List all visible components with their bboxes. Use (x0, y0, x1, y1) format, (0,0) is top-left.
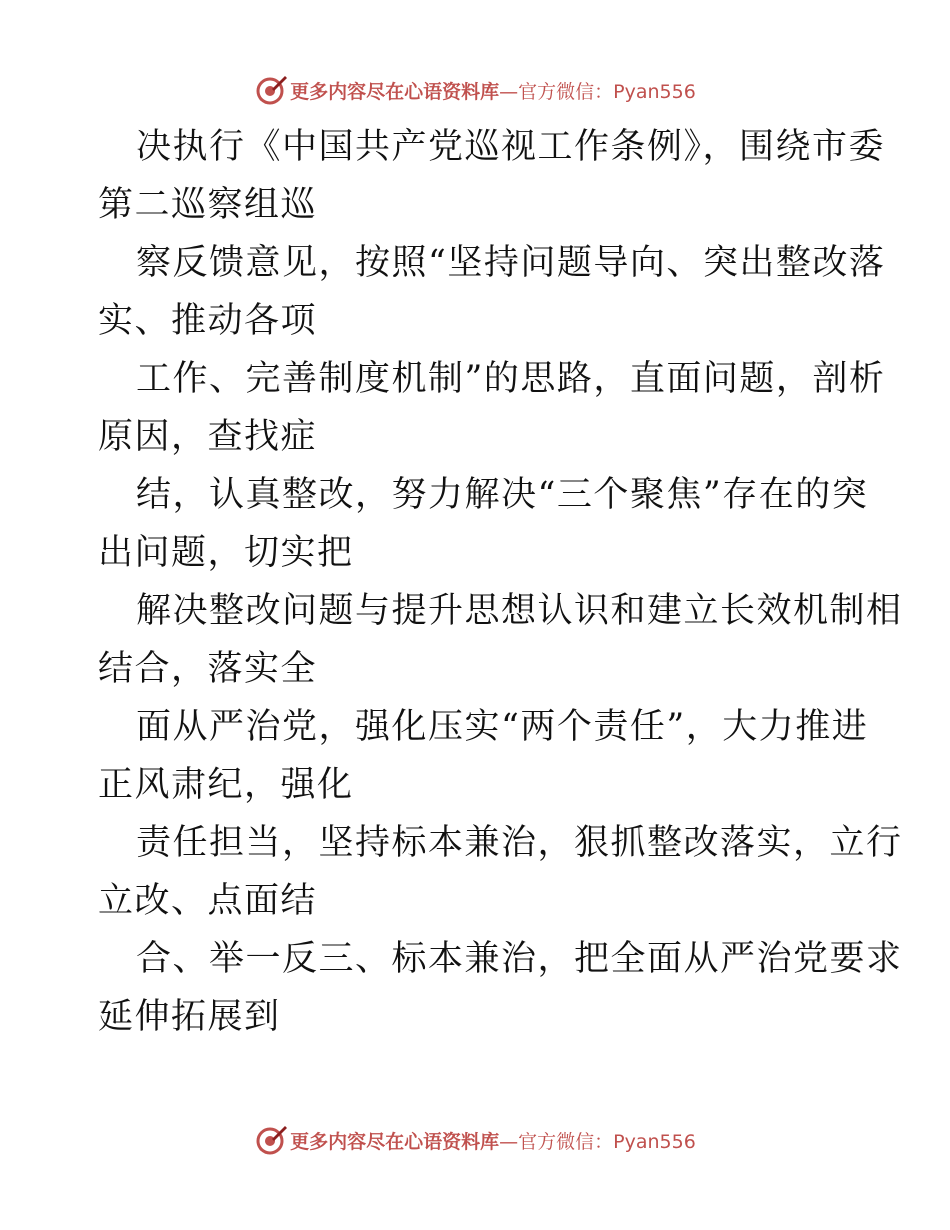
paragraph-7 (98, 814, 903, 930)
paragraph-5-line-1: 解决整改问题与提升思想认识和建立长效机制相 (136, 591, 903, 631)
paragraph-3-line-1: 工作、完善制度机制”的思路，直面问题，剖析 (136, 359, 886, 399)
paragraph-1-line-1: 决执行《中国共产党巡视工作条例》，围绕市委 (136, 127, 886, 167)
paragraph-2 (98, 234, 886, 350)
paragraph-1-line-2: 第二巡察组巡 (98, 185, 318, 225)
paragraph-5 (98, 582, 903, 698)
paragraph-8-line-2: 延伸拓展到 (98, 997, 281, 1037)
header-wechat-text: —官方微信：Pyan556 (499, 80, 696, 103)
paragraph-3-line-2: 原因，查找症 (98, 417, 318, 457)
paragraph-7-line-1: 责任担当，坚持标本兼治，狠抓整改落实，立行 (136, 823, 903, 863)
paragraph-4 (98, 466, 869, 582)
pen-nib-logo-icon (254, 73, 288, 107)
paragraph-1 (98, 118, 886, 234)
paragraph-2-line-1: 察反馈意见，按照“坚持问题导向、突出整改落 (136, 243, 886, 283)
footer-banner (0, 1120, 950, 1160)
paragraph-6-line-1: 面从严治党，强化压实“两个责任”，大力推进 (136, 707, 869, 747)
paragraph-8 (98, 930, 903, 1046)
document-body (98, 118, 903, 1046)
paragraph-4-line-2: 出问题，切实把 (98, 533, 354, 573)
paragraph-5-line-2: 结合，落实全 (98, 649, 318, 689)
paragraph-7-line-2: 立改、点面结 (98, 881, 318, 921)
paragraph-3 (98, 350, 886, 466)
paragraph-4-line-1: 结，认真整改，努力解决“三个聚焦”存在的突 (136, 475, 869, 515)
footer-brand-text: 更多内容尽在心语资料库 (290, 1130, 500, 1153)
paragraph-6-line-2: 正风肃纪，强化 (98, 765, 354, 805)
paragraph-8-line-1: 合、举一反三、标本兼治，把全面从严治党要求 (136, 939, 903, 979)
paragraph-6 (98, 698, 869, 814)
pen-nib-logo-icon (254, 1123, 288, 1157)
header-brand-text: 更多内容尽在心语资料库 (290, 80, 500, 103)
footer-wechat-text: —官方微信：Pyan556 (499, 1130, 696, 1153)
header-banner (0, 70, 950, 110)
paragraph-2-line-2: 实、推动各项 (98, 301, 318, 341)
